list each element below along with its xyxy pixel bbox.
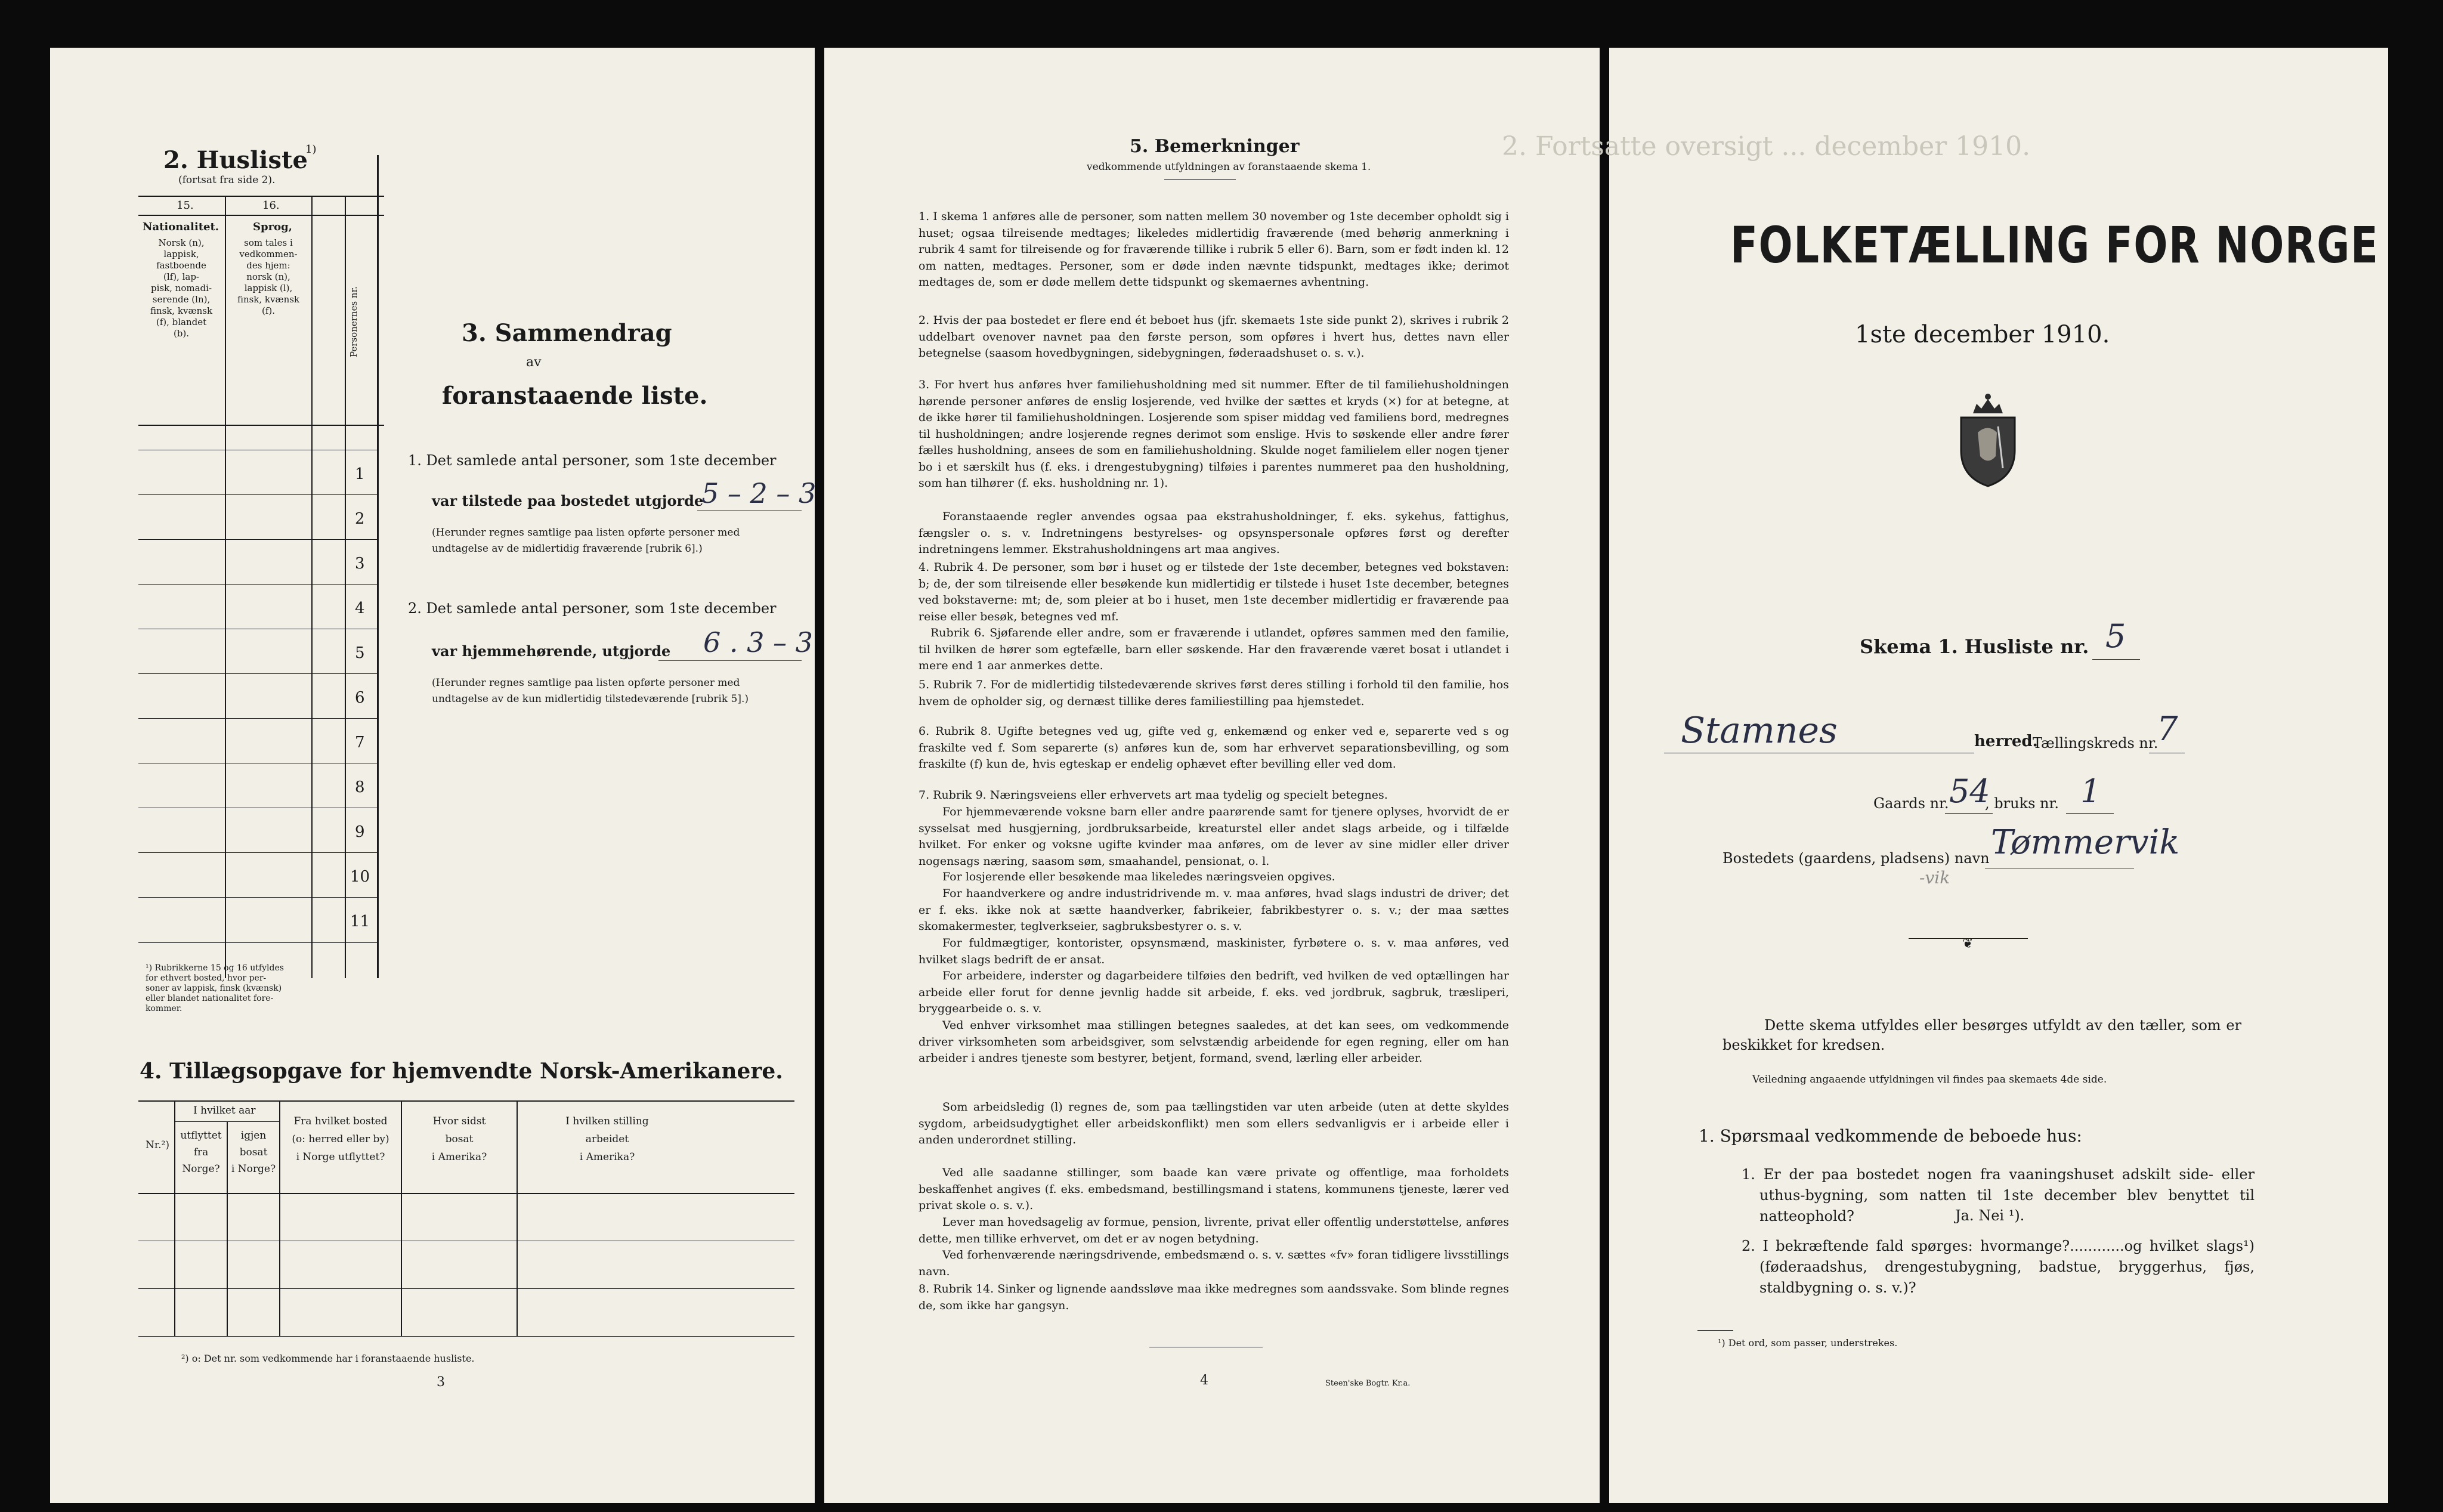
taellingskreds-value: 7 <box>2157 710 2178 749</box>
remark-paragraph: For losjerende eller besøkende maa likeledes næringsveien opgives. <box>942 870 1335 883</box>
row-number: 5 <box>355 644 365 662</box>
sammendrag-av: av <box>526 355 542 370</box>
question-1-answer: Ja. Nei ¹). <box>1955 1207 2025 1224</box>
husliste-subtitle: (fortsat fra side 2). <box>178 174 276 186</box>
row-number: 9 <box>355 823 365 841</box>
ornament-icon: ❦ <box>1962 936 1974 951</box>
middle-page <box>824 48 1600 1503</box>
census-date: 1ste december 1910. <box>1855 321 2110 348</box>
sprog-description: som tales i vedkommen- des hjem: norsk (n), lappisk (l), finsk, kvænsk (f). <box>237 237 300 316</box>
remark-paragraph: 6. Rubrik 8. Ugifte betegnes ved ug, gifte ved g, enkemænd og enker ved e, separerte ved s og fraskilte ved f. Som separerte (s) anføres kun de, som har erhvervet separationsbevilling, og som fraskilte (f) kun de, hvis egteskap er endelig ophævet efter bevilling eller ved dom. <box>919 725 1509 771</box>
instruction-text: Dette skema utfyldes eller besørges utfyldt av den tæller, som er beskikket for kredsen. <box>1723 1017 2241 1053</box>
col-16-label: 16. <box>262 199 280 212</box>
gaards-label: Gaards nr. <box>1873 795 1949 812</box>
question-2: 2. I bekræftende fald spørges: hvormange?............og hvilket slags¹) (føderaadshus, drengestubygning, badstue, bryggerhus, fjøs, staldbygning o. s. v.)? <box>1742 1238 2255 1296</box>
tillaeg-title: 4. Tillægsopgave for hjemvendte Norsk-Amerikanere. <box>140 1059 783 1084</box>
row-number: 11 <box>350 913 370 930</box>
sammendrag-item2-note1: (Herunder regnes samtlige paa listen opførte personer med <box>432 677 740 689</box>
skema-label: Skema 1. Husliste nr. <box>1860 635 2089 658</box>
printer-mark: Steen'ske Bogtr. Kr.a. <box>1325 1379 1411 1388</box>
bosted-label: Bostedets (gaardens, pladsens) navn <box>1723 850 1990 867</box>
row-number: 2 <box>355 510 365 528</box>
left-page <box>50 48 815 1503</box>
bosted-faded-note: -vik <box>1919 868 1950 888</box>
instruction-note: Veiledning angaaende utfyldningen vil findes paa skemaets 4de side. <box>1752 1074 2107 1086</box>
sammendrag-item2-line2: var hjemmehørende, utgjorde <box>432 642 671 660</box>
row-number: 4 <box>355 599 365 617</box>
tillaeg-i-hvilket-aar: I hvilket aar <box>193 1105 256 1117</box>
remark-paragraph: Ved alle saadanne stillinger, som baade kan være private og offentlige, maa forholdets beskaffenhet angives (f. eks. embedsmand, bestillingsmand i statens, kommunens tjeneste, lærer ved privat skole o. s. v.). <box>919 1166 1509 1212</box>
remark-paragraph: 4. Rubrik 4. De personer, som bør i huset og er tilstede der 1ste december, betegnes ved bokstaven: b; de, der som tilreisende eller besøkende kun midlertidig er tilstede i huset 1ste december, betegnes ved bokstaverne: mt; de, som pleier at bo i huset, men 1ste december midlertidig er fraværende paa reise eller besøk, betegnes ved mf. <box>919 561 1509 623</box>
tillaeg-col-stilling: I hvilken stilling arbeidet i Amerika? <box>565 1115 649 1163</box>
bemerkninger-title: 5. Bemerkninger <box>1130 136 1300 157</box>
sammendrag-item1-note1: (Herunder regnes samtlige paa listen opførte personer med <box>432 527 740 539</box>
nationalitet-header: Nationalitet. <box>143 221 219 233</box>
census-title: FOLKETÆLLING FOR NORGE <box>1730 216 2379 274</box>
sammendrag-subtitle: foranstaaende liste. <box>442 382 708 410</box>
row-number: 6 <box>355 689 365 707</box>
husliste-footnote: ¹) Rubrikkerne 15 og 16 utfyldes for ethvert bosted, hvor per- soner av lappisk, finsk (kvænsk) eller blandet nationalitet fore- kommer. <box>146 963 284 1013</box>
taellingskreds-label: Tællingskreds nr. <box>2033 735 2159 752</box>
row-number: 3 <box>355 555 365 573</box>
bosted-value: Tømmervik <box>1991 823 2180 862</box>
remark-paragraph: Ved enhver virksomhet maa stillingen betegnes saaledes, at det kan sees, om vedkommende driver virksomheten som arbeidsgiver, som selvstændig arbeidende for egen regning, eller om han arbeider i andres tjeneste som bestyrer, betjent, formand, svend, lærling eller arbeider. <box>919 1019 1509 1065</box>
bemerkninger-subtitle: vedkommende utfyldningen av foranstaaende skema 1. <box>1087 161 1371 173</box>
tillaeg-col-fra: Fra hvilket bosted (o: herred eller by) i Norge utflyttet? <box>292 1115 389 1163</box>
personernes-nr-header: Personernes nr. <box>348 286 359 358</box>
remark-paragraph: 5. Rubrik 7. For de midlertidig tilstedeværende skrives først deres stilling i forhold til den familie, hos hvem de opholder sig, og dernæst tillike deres familiestilling paa hjemstedet. <box>919 678 1509 708</box>
sprog-header: Sprog, <box>253 221 292 233</box>
row-number: 8 <box>355 778 365 796</box>
bruks-value: 1 <box>2080 772 2101 810</box>
remark-paragraph: For arbeidere, inderster og dagarbeidere tilføies den bedrift, ved hvilken de ved optællingen har arbeide eller forut for denne jevnlig hadde sit arbeide, f. eks. ved jordbruk, sagbruk, træsliperi, bryggearbeide o. s. v. <box>919 969 1509 1015</box>
question-1: 1. Er der paa bostedet nogen fra vaaningshuset adskilt side- eller uthus-bygning, som natten til 1ste december blev benyttet til natteophold? <box>1742 1166 2255 1225</box>
remark-paragraph: 7. Rubrik 9. Næringsveiens eller erhvervets art maa tydelig og specielt betegnes. <box>919 789 1388 802</box>
sammendrag-item1-line2: var tilstede paa bostedet utgjorde <box>432 492 704 509</box>
bleed-through-text: 2. Fortsatte oversigt ... december 1910. <box>1502 131 2031 162</box>
sammendrag-item2-note2: undtagelse av de kun midlertidig tilstedeværende [rubrik 5].) <box>432 693 749 705</box>
coat-of-arms-icon <box>1955 391 2021 489</box>
tillaeg-col-utflyttet: utflyttet fra Norge? <box>180 1130 222 1175</box>
sammendrag-item2-line1: 2. Det samlede antal personer, som 1ste december <box>408 600 777 617</box>
remark-paragraph: 8. Rubrik 14. Sinker og lignende aandssløve maa ikke medregnes som aandssvake. Som blinde regnes de, som ikke har gangsyn. <box>919 1282 1509 1312</box>
row-number: 1 <box>355 465 365 483</box>
remark-paragraph: Som arbeidsledig (l) regnes de, som paa tællingstiden var uten arbeide (uten at dette skyldes sygdom, arbeidsudygtighet eller arbeidskonflikt) men som ellers sedvanligvis er i arbeide eller i anden underordnet stilling. <box>919 1100 1509 1146</box>
sammendrag-item1-line1: 1. Det samlede antal personer, som 1ste december <box>408 452 777 469</box>
tillaeg-col-nr: Nr.²) <box>146 1139 169 1151</box>
husliste-title: 2. Husliste <box>163 146 308 174</box>
husliste-nr-value: 5 <box>2105 617 2126 655</box>
bruks-label: , bruks nr. <box>1985 795 2059 812</box>
gaards-value: 54 <box>1949 772 1990 810</box>
husliste-title-note: 1) <box>305 143 317 156</box>
page-number-3: 3 <box>437 1375 445 1390</box>
remark-paragraph: For fuldmægtiger, kontorister, opsynsmænd, maskinister, fyrbøtere o. s. v. maa anføres, ved hvilket slags bedrift de er ansat. <box>919 936 1509 966</box>
remark-paragraph: Rubrik 6. Sjøfarende eller andre, som er fraværende i utlandet, opføres sammen med den familie, til hvilken de hører som egtefælle, barn eller søskende. Har den fraværende været bosat i utlandet i mere end 1 aar anmerkes dette. <box>919 626 1509 672</box>
herred-value: Stamnes <box>1681 710 1838 752</box>
page-number-4: 4 <box>1200 1373 1208 1388</box>
remark-paragraph: 2. Hvis der paa bostedet er flere end ét beboet hus (jfr. skemaets 1ste side punkt 2), skrives i rubrik 2 uddelbart ovenover navnet paa den første person, som opføres i hvert hus, dettes navn eller betegnelse (saasom hovedbygningen, sidebygningen, føderaadshuset o. s. v.). <box>919 314 1509 360</box>
row-number: 7 <box>355 734 365 752</box>
remark-paragraph: For hjemmeværende voksne barn eller andre paarørende samt for tjenere oplyses, hvorvidt de er sysselsat med husgjerning, jordbruksarbeide, kreaturstel eller andet slags arbeide, og i tilfælde hvilket. For enker og voksne ugifte kvinder maa anføres, om de lever av sine midler eller driver nogensags næring, saasom søm, smaahandel, pensionat, o. l. <box>919 805 1509 868</box>
remark-paragraph: Ved forhenværende næringsdrivende, embedsmænd o. s. v. sættes «fv» foran tidligere livsstillings navn. <box>919 1248 1509 1278</box>
tillaeg-col-hvor: Hvor sidst bosat i Amerika? <box>431 1115 487 1163</box>
sammendrag-title: 3. Sammendrag <box>462 319 672 347</box>
herred-label: herred. <box>1974 732 2038 750</box>
remark-paragraph: For haandverkere og andre industridrivende m. v. maa anføres, hvad slags industri de driver; det er f. eks. ikke nok at sætte haandverker, fabrikeier, fabrikbestyrer o. s. v.; der maa sættes skomakermester, teglverkseier, sagbruksbestyrer o. s. v. <box>919 887 1509 933</box>
sammendrag-item1-value: 5 – 2 – 3 <box>701 477 817 509</box>
footnote: ¹) Det ord, som passer, understrekes. <box>1718 1337 1898 1349</box>
row-number: 10 <box>350 868 370 886</box>
remark-paragraph: Foranstaaende regler anvendes ogsaa paa ekstrahusholdninger, f. eks. sykehus, fattighus, fængsler o. s. v. Indretningens bestyrelses- og opsynspersonale opføres først og derefter indretningens lemmer. Ekstrahusholdningens art maa angives. <box>919 510 1509 556</box>
right-page <box>1502 48 2388 1503</box>
remark-paragraph: 3. For hvert hus anføres hver familiehusholdning med sit nummer. Efter de til familiehusholdningen hørende personer anføres de enslig losjerende, ved hvilke der sættes et kryds (×) for at betegne, at de ikke hører til familiehusholdningen. Losjerende som spiser middag ved familiens bord, medregnes til husholdningen; andre losjerende regnes derimot som enslige. Hvis to søskende eller andre fører fælles husholdning, ansees de som en familiehusholdning. Skulde noget familielem eller nogen tjener bo i et særskilt hus (f. eks. i drengestubygning) tilføies i parentes nummeret paa den husholdning, som han tilhører (f. eks. husholdning nr. 1). <box>919 378 1509 490</box>
tillaeg-col-igjen: igjen bosat i Norge? <box>231 1130 276 1175</box>
sammendrag-item1-note2: undtagelse av de midlertidig fraværende [rubrik 6].) <box>432 543 703 555</box>
remark-paragraph: 1. I skema 1 anføres alle de personer, som natten mellem 30 november og 1ste december opholdt sig i huset; ogsaa tilreisende medtages; likeledes midlertidig fraværende (med behørig anmerkning i rubrik 4 samt for tilreisende og for fraværende tillike i rubrik 5 eller 6). Barn, som er født inden kl. 12 om natten, medtages. Personer, som er døde inden nævnte tidspunkt, medtages ikke; derimot medtages de, som er døde mellem dette tidspunkt og skemaernes avhentning. <box>919 210 1509 289</box>
col-15-label: 15. <box>177 199 194 212</box>
remark-paragraph: Lever man hovedsagelig av formue, pension, livrente, privat eller offentlig understøttelse, anføres dette, men tillike erhvervet, om det er av nogen betydning. <box>919 1216 1509 1245</box>
nationalitet-description: Norsk (n), lappisk, fastboende (lf), lap- pisk, nomadi- serende (ln), finsk, kvænsk (f), blandet (b). <box>150 237 213 339</box>
sammendrag-item2-value: 6 . 3 – 3 <box>703 626 813 658</box>
question-heading: 1. Spørsmaal vedkommende de beboede hus: <box>1699 1126 2082 1146</box>
tillaeg-footnote: ²) o: Det nr. som vedkommende har i foranstaaende husliste. <box>181 1353 475 1364</box>
